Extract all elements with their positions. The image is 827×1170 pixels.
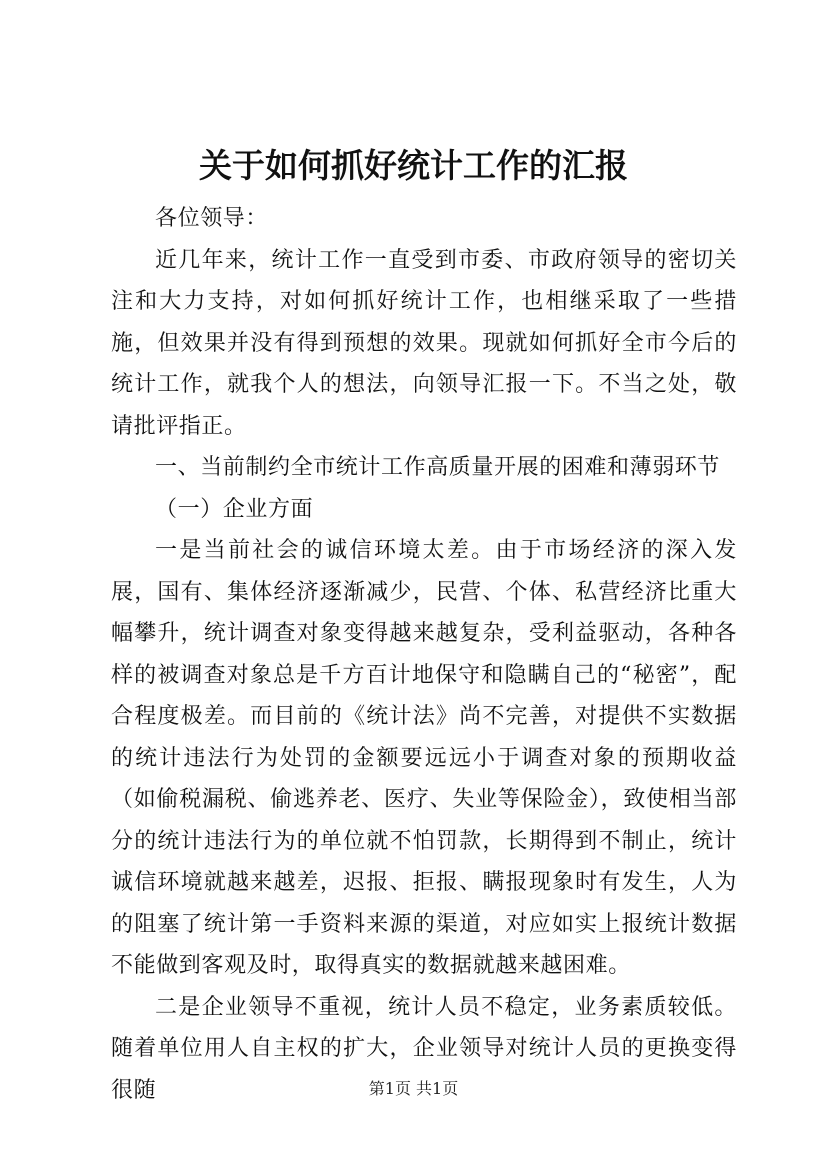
body-paragraph: 一是当前社会的诚信环境太差。由于市场经济的深入发展，国有、集体经济逐渐减少，民营、个体、私营经济比重大幅攀升，统计调查对象变得越来越复杂，受利益驱动，各种各样的被调查对象总是千方百计地保守和隐瞒自己的“秘密”，配合程度极差。而目前的《统计法》尚不完善，对提供不实数据的统计违法行为处罚的金额要远远小于调查对象的预期收益（如偷税漏税、偷逃养老、医疗、失业等保险金），致使相当部分的统计违法行为的单位就不怕罚款，长期得到不制止，统计诚信环境就越来越差，迟报、拒报、瞒报现象时有发生，人为的阻塞了统计第一手资料来源的渠道，对应如实上报统计数据不能做到客观及时，取得真实的数据就越来越困难。 xyxy=(111,538,737,978)
page-footer: 第1页 共1页 xyxy=(368,1079,459,1098)
document-title: 关于如何抓好统计工作的汇报 xyxy=(199,146,628,185)
body-paragraph: 二是企业领导不重视，统计人员不稳定，业务素质较低。随着单位用人自主权的扩大，企业领导对统计人员的更换变得很随 xyxy=(111,994,737,1103)
salutation: 各位领导： xyxy=(155,206,269,231)
section-heading: 一、当前制约全市统计工作高质量开展的困难和薄弱环节 xyxy=(155,455,721,480)
intro-paragraph: 近几年来，统计工作一直受到市委、市政府领导的密切关注和大力支持，对如何抓好统计工作，也相继采取了一些措施，但效果并没有得到预想的效果。现就如何抓好全市今后的统计工作，就我个人的想法，向领导汇报一下。不当之处，敬请批评指正。 xyxy=(111,247,737,439)
subsection-heading: （一）企业方面 xyxy=(155,496,314,522)
document-body xyxy=(111,198,737,1111)
